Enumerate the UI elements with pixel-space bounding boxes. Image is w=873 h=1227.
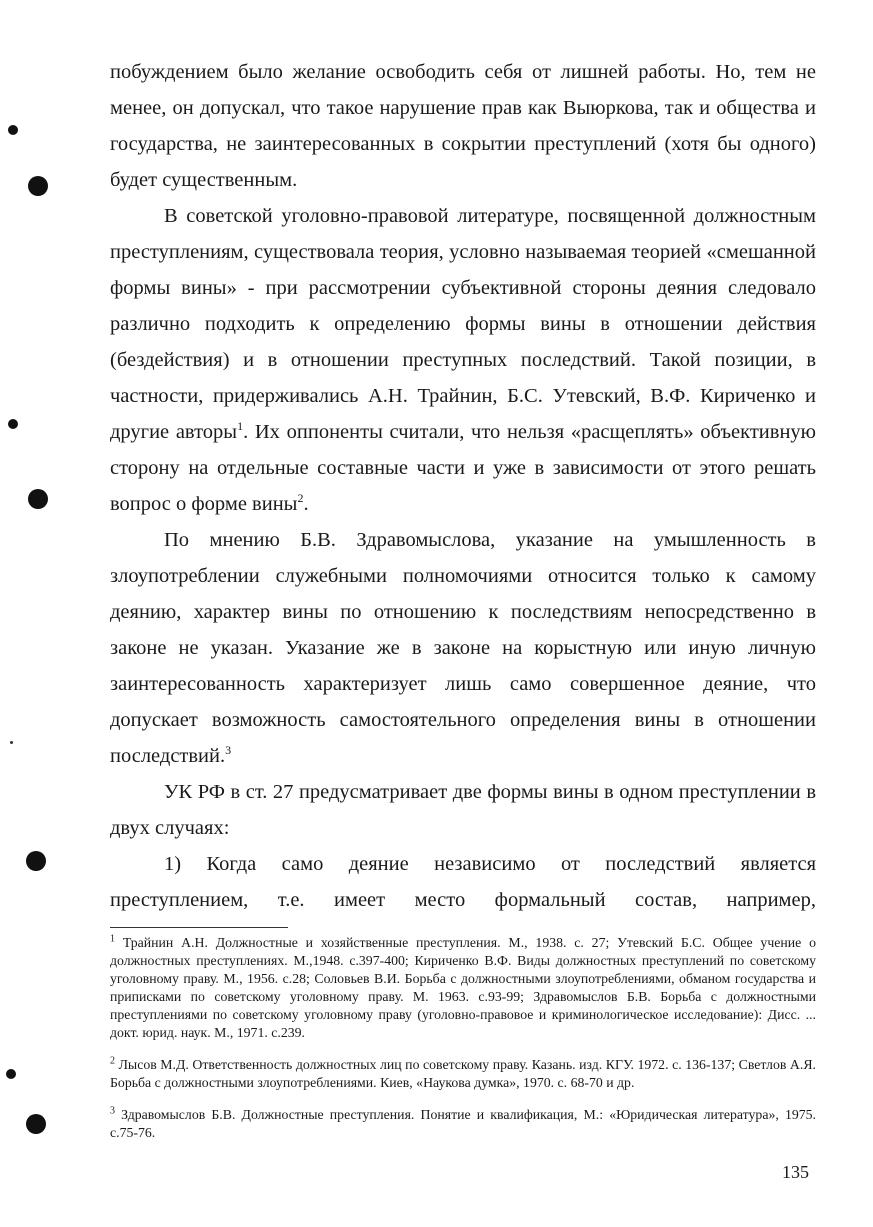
page-number: 135 (782, 1162, 809, 1182)
footnote (110, 934, 816, 1042)
footnote (110, 1106, 816, 1142)
footnote-text: Лысов М.Д. Ответственность должностных лиц по советскому праву. Казань. изд. КГУ. 1972. с. 136-137; Светлов А.Я. Борьба с должностными злоупотреблениями. Киев, «Наукова думка», 1970. с. 68-70 и др. (110, 1057, 816, 1090)
paragraph-text: В советской уголовно-правовой литературе, посвященной должностным преступлениям, существовала теория, условно называемая теорией «смешанной формы вины» - при рассмотрении субъективной стороны деяния следовало различно подходить к определению формы вины в отношении действия (бездействия) и в отношении преступных последствий. Такой позиции, в частности, придерживались А.Н. Трайнин, Б.С. Утевский, В.Ф. Кириченко и другие авторы (110, 205, 816, 443)
paragraph-text: УК РФ в ст. 27 предусматривает две формы вины в одном преступлении в двух случаях: (110, 781, 816, 839)
paragraph-text: 1) Когда само деяние независимо от последствий является преступлением, т.е. имеет место формальный состав, например, (110, 853, 816, 911)
footnote-ref: 1 (237, 419, 244, 434)
footnote-text: Здравомыслов Б.В. Должностные преступления. Понятие и квалификация, М.: «Юридическая литература», 1975. с.75-76. (110, 1107, 816, 1140)
footnote-divider (110, 927, 288, 928)
binder-hole (6, 1069, 16, 1079)
paragraph (110, 198, 816, 522)
paragraph-text: побуждением было желание освободить себя от лишней работы. Но, тем не менее, он допускал, что такое нарушение прав как Выюркова, так и общества и государства, не заинтересованных в сокрытии преступлений (хотя бы одного) будет существенным. (110, 61, 816, 191)
paragraph-text: . Их оппоненты считали, что нельзя «расщеплять» объективную сторону на отдельные составные части и уже в зависимости от этого решать вопрос о форме вины (110, 421, 816, 515)
footnote-ref: 3 (225, 743, 232, 758)
footnote-text: Трайнин А.Н. Должностные и хозяйственные преступления. М., 1938. с. 27; Утевский Б.С. Общее учение о должностных преступлениях. М.,1948. с.397-400; Кириченко В.Ф. Виды должностных преступлений по советскому уголовному праву. М., 1956. с.28; Соловьев В.И. Борьба с должностными злоупотреблениями, обманом государства и приписками по советскому уголовному праву. М. 1963. с.93-99; Здравомыслов Б.В. Борьба с должностными преступлениями по советскому уголовному праву (уголовно-правовое и криминологическое исследование): Дисс. ... докт. юрид. наук. М., 1971. с.239. (110, 935, 816, 1040)
binder-hole (8, 125, 18, 135)
footnote-mark: 3 (110, 1105, 115, 1117)
binder-hole (26, 851, 46, 871)
binder-hole (26, 1114, 46, 1134)
binder-hole (28, 176, 48, 196)
paragraph-text: По мнению Б.В. Здравомыслова, указание на умышленность в злоупотреблении служебными полномочиями относится только к самому деянию, характер вины по отношению к последствиям непосредственно в законе не указан. Указание же в законе на корыстную или иную личную заинтересованность характеризует лишь само совершенное деяние, что допускает возможность самостоятельного определения вины в отношении последствий. (110, 529, 816, 767)
footnote-mark: 1 (110, 933, 115, 945)
binder-hole (8, 419, 18, 429)
footnote-mark: 2 (110, 1055, 115, 1067)
paragraph (110, 846, 816, 918)
body-text (110, 54, 816, 918)
footnotes (110, 934, 816, 1156)
paragraph (110, 774, 816, 846)
binder-hole (28, 489, 48, 509)
paragraph (110, 54, 816, 198)
scan-speck (10, 741, 13, 744)
footnote (110, 1056, 816, 1092)
paragraph (110, 522, 816, 774)
paragraph-text: . (303, 493, 309, 515)
footnote-ref: 2 (297, 491, 304, 506)
